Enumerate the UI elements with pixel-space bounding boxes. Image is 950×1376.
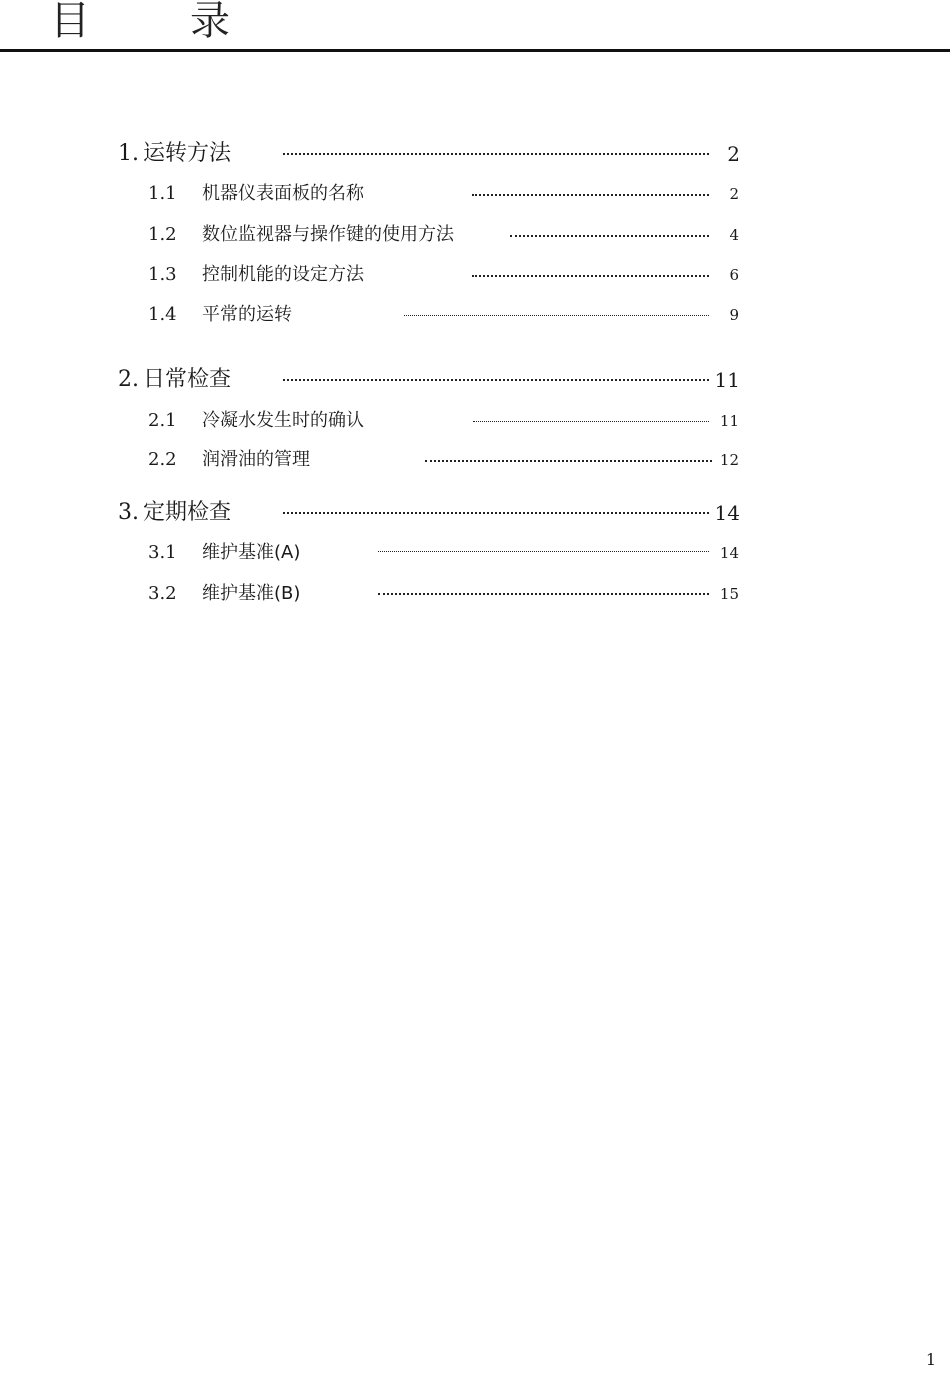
section-title: 维护基准(B): [202, 583, 301, 604]
section-title: 机器仪表面板的名称: [202, 183, 364, 204]
section-page-number: 12: [719, 451, 739, 469]
dot-leader: [510, 235, 709, 237]
section-title: 数位监视器与操作键的使用方法: [202, 224, 454, 245]
chapter-page-number: 11: [714, 368, 740, 392]
dot-leader: [404, 315, 709, 316]
chapter-number: 1.: [118, 141, 139, 166]
dot-leader: [283, 379, 709, 381]
dot-leader: [425, 460, 712, 462]
title-rule: [0, 49, 950, 52]
section-title: 冷凝水发生时的确认: [202, 410, 364, 431]
section-page-number: 6: [729, 266, 739, 284]
dot-leader: [378, 551, 709, 552]
dot-leader: [283, 512, 709, 514]
dot-leader: [472, 194, 709, 196]
page-title: 目 录: [50, 0, 260, 44]
section-number: 2.1: [148, 410, 177, 431]
section-page-number: 2: [729, 185, 739, 203]
dot-leader: [473, 421, 709, 422]
page-number: 1: [925, 1350, 936, 1369]
section-page-number: 4: [729, 226, 739, 244]
section-page-number: 9: [729, 306, 739, 324]
chapter-title: 日常检查: [143, 367, 232, 392]
section-title: 润滑油的管理: [202, 449, 310, 470]
chapter-title: 运转方法: [143, 141, 232, 166]
section-number: 1.2: [148, 224, 177, 245]
section-number: 1.3: [148, 264, 177, 285]
section-page-number: 14: [719, 544, 739, 562]
dot-leader: [378, 593, 709, 595]
section-title: 平常的运转: [202, 304, 292, 325]
section-number: 2.2: [148, 449, 177, 470]
chapter-page-number: 2: [727, 142, 740, 166]
section-number: 1.4: [148, 304, 177, 325]
chapter-title: 定期检查: [143, 500, 232, 525]
chapter-number: 3.: [118, 500, 139, 525]
dot-leader: [472, 275, 709, 277]
section-number: 1.1: [148, 183, 177, 204]
dot-leader: [283, 153, 709, 155]
section-number: 3.1: [148, 542, 177, 563]
section-title: 控制机能的设定方法: [202, 264, 364, 285]
section-title: 维护基准(A): [202, 542, 301, 563]
section-page-number: 11: [719, 412, 739, 430]
chapter-number: 2.: [118, 367, 139, 392]
section-page-number: 15: [719, 585, 739, 603]
section-number: 3.2: [148, 583, 177, 604]
chapter-page-number: 14: [714, 501, 740, 525]
